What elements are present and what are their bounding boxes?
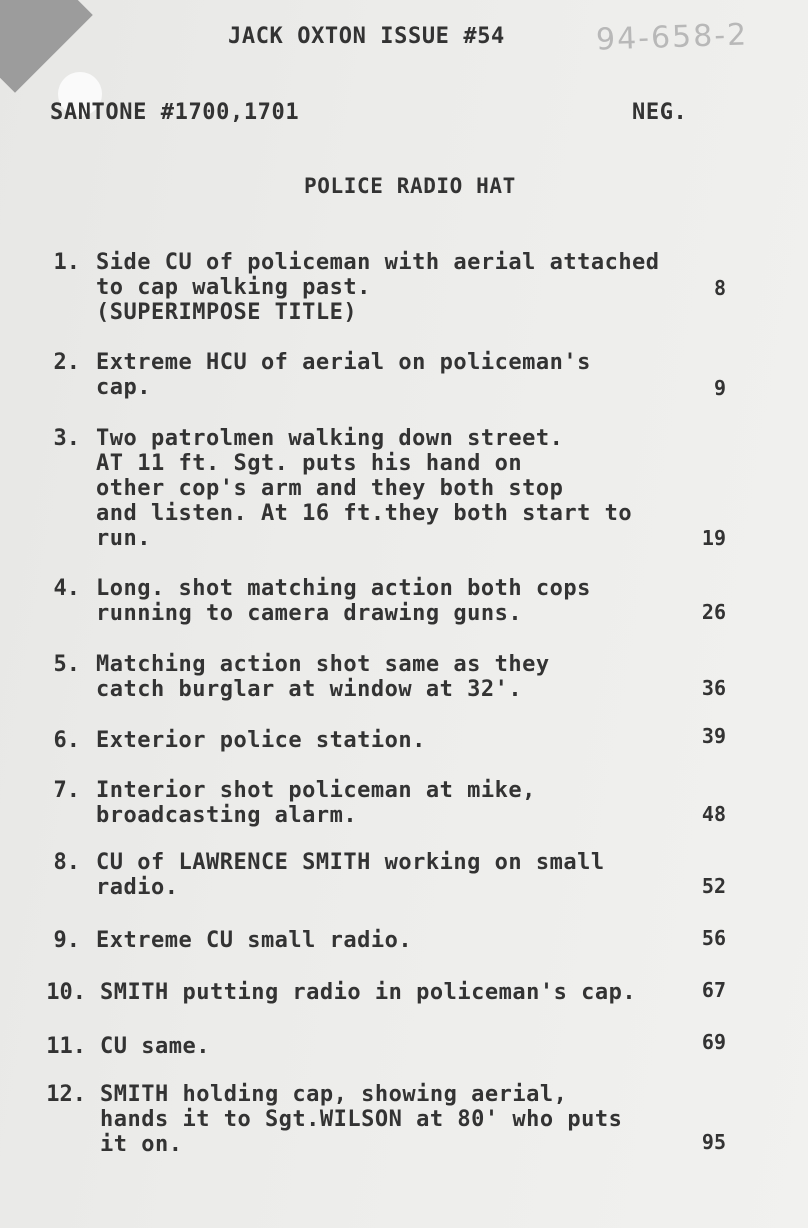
shot-description-line: running to camera drawing guns. [96,601,523,626]
shot-description-line: Exterior police station. [96,728,426,753]
neg-label: NEG. [632,100,688,125]
subject-heading: POLICE RADIO HAT [304,174,516,198]
shot-description-line: cap. [96,375,151,400]
reference-number: SANTONE #1700,1701 [50,100,300,125]
shot-description-line: broadcasting alarm. [96,803,358,828]
shot-number: 10. [46,980,86,1005]
shot-description-line: catch burglar at window at 32'. [96,677,523,702]
shot-footage: 67 [701,978,726,1002]
shot-number: 7. [53,778,80,803]
shot-description-line: radio. [96,875,179,900]
shot-footage: 19 [701,526,726,550]
shot-number: 2. [53,350,80,375]
shot-description-line: other cop's arm and they both stop [96,476,564,501]
shot-description-line: CU of LAWRENCE SMITH working on small [96,850,605,875]
shot-number: 4. [53,576,80,601]
shot-number: 5. [53,652,80,677]
shot-number: 1. [53,250,80,275]
shot-description-line: Side CU of policeman with aerial attached [96,250,660,275]
shot-footage: 56 [701,926,726,950]
shot-description-line: and listen. At 16 ft.they both start to [96,501,633,526]
shot-description-line: Extreme CU small radio. [96,928,413,953]
shot-number: 3. [53,426,80,451]
shot-footage: 9 [713,376,726,400]
shot-description-line: it on. [100,1132,183,1157]
shot-number: 12. [46,1082,86,1107]
shot-description-line: (SUPERIMPOSE TITLE) [96,300,358,325]
shot-number: 8. [53,850,80,875]
shot-footage: 8 [713,276,726,300]
shot-footage: 26 [701,600,726,624]
shot-footage: 95 [701,1130,726,1154]
shot-footage: 48 [701,802,726,826]
shot-footage: 39 [701,724,726,748]
shot-description-line: Two patrolmen walking down street. [96,426,564,451]
shot-description-line: Matching action shot same as they [96,652,550,677]
shot-number: 6. [53,728,80,753]
shot-description-line: run. [96,526,151,551]
shot-number: 9. [53,928,80,953]
shot-description-line: SMITH holding cap, showing aerial, [100,1082,568,1107]
shot-description-line: hands it to Sgt.WILSON at 80' who puts [100,1107,623,1132]
shot-description-line: Extreme HCU of aerial on policeman's [96,350,591,375]
shot-description-line: Interior shot policeman at mike, [96,778,536,803]
shot-description-line: SMITH putting radio in policeman's cap. [100,980,637,1005]
shot-footage: 36 [701,676,726,700]
shot-description-line: AT 11 ft. Sgt. puts his hand on [96,451,523,476]
shot-description-line: to cap walking past. [96,275,371,300]
shot-number: 11. [46,1034,86,1059]
document-title: JACK OXTON ISSUE #54 [228,24,505,49]
shot-description-line: CU same. [100,1034,210,1059]
shot-footage: 69 [701,1030,726,1054]
handwritten-number: 94-658-2 [595,17,749,58]
shot-footage: 52 [701,874,726,898]
shot-description-line: Long. shot matching action both cops [96,576,591,601]
